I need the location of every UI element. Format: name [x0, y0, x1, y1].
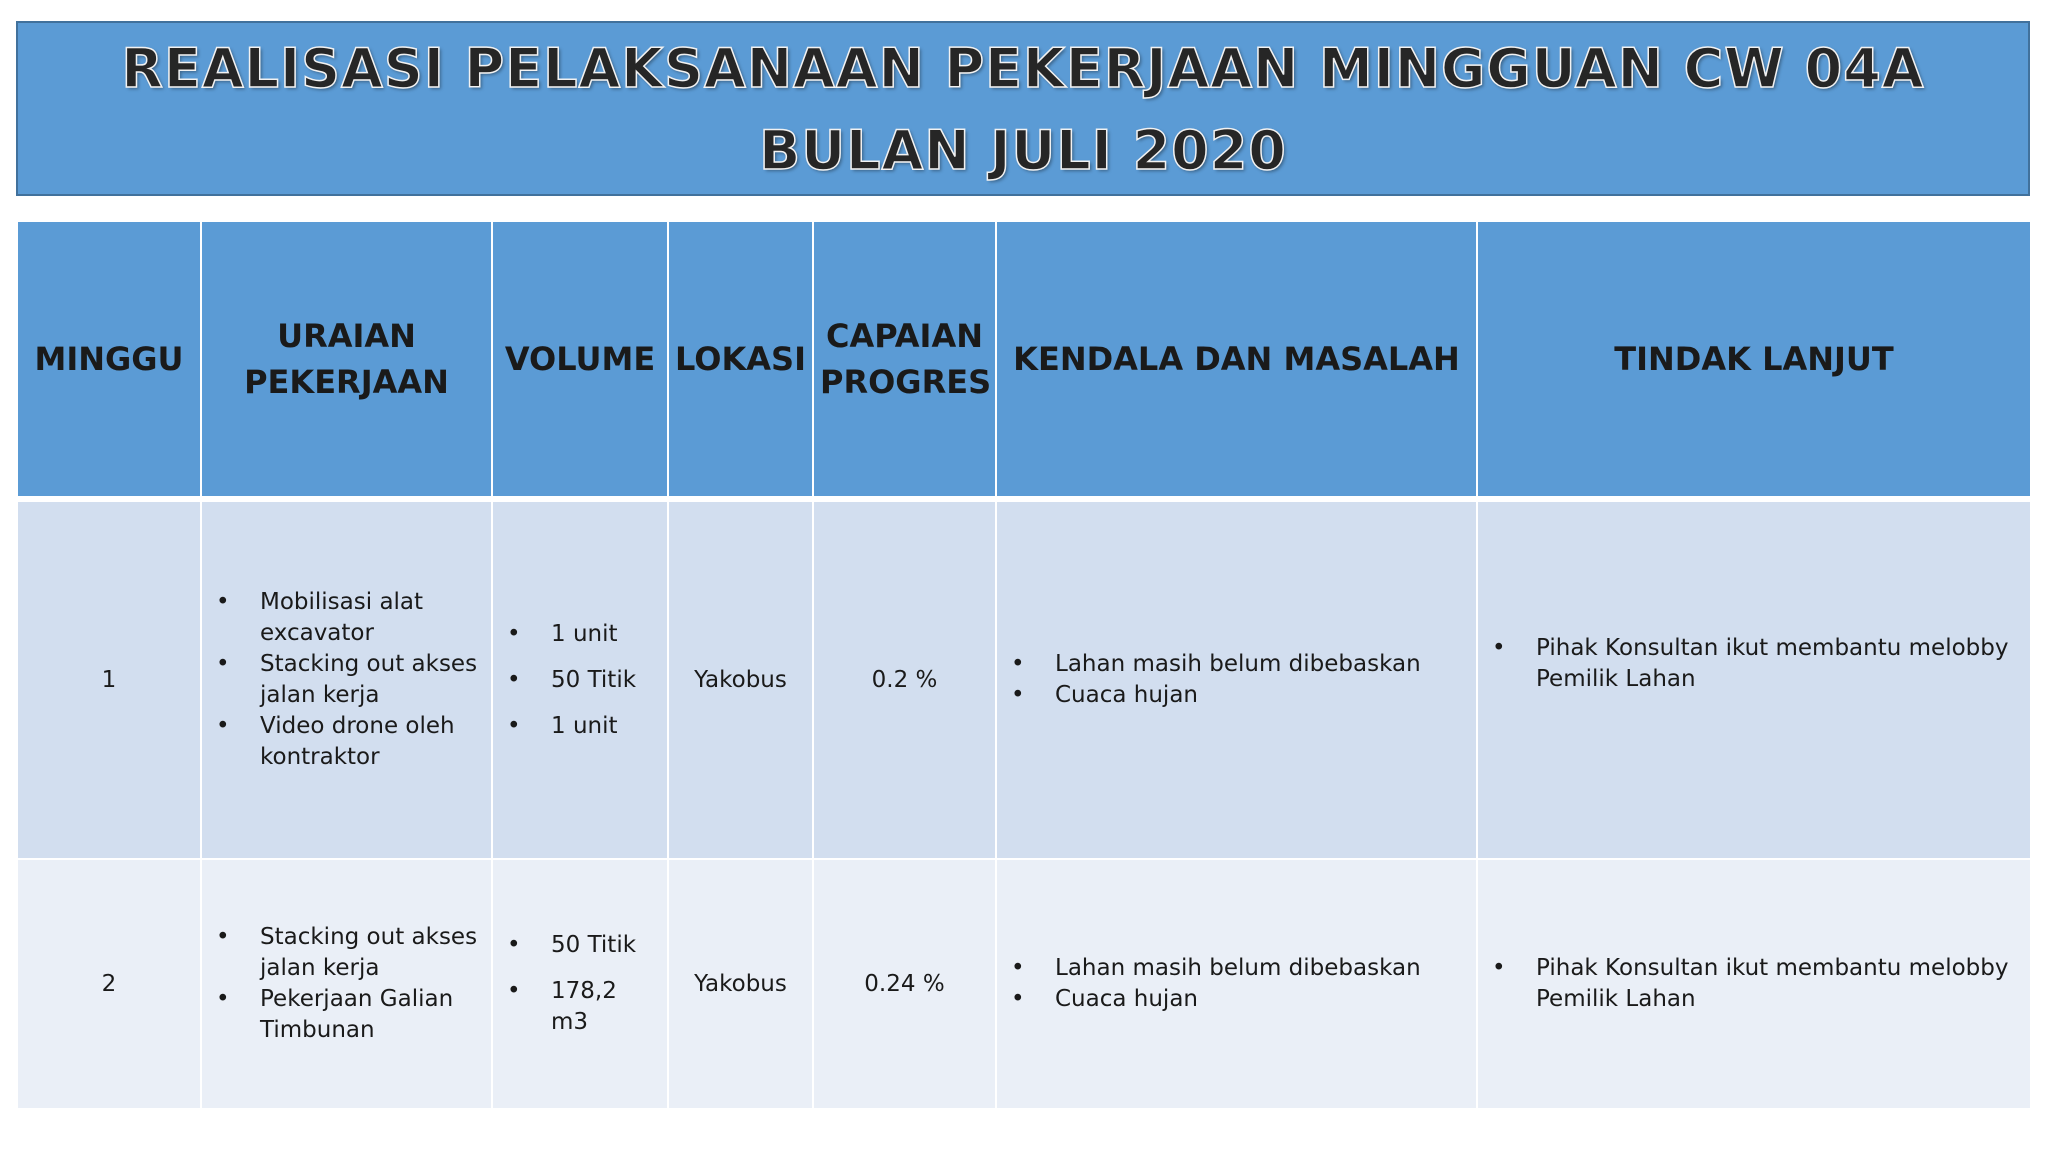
table-row — [17, 499, 2031, 859]
cell-volume — [492, 499, 668, 859]
cell-uraian — [201, 859, 492, 1109]
list-item: • 178,2 m3 — [503, 976, 657, 1038]
title-banner — [16, 21, 2030, 196]
uraian-list — [212, 587, 481, 773]
cell-lokasi: Yakobus — [668, 859, 813, 1109]
kendala-list — [1007, 953, 1466, 1015]
uraian-list — [212, 922, 481, 1046]
header-uraian-pekerjaan — [201, 221, 492, 499]
cell-minggu: 1 — [17, 499, 201, 859]
header-capaian-line1: CAPAIAN — [826, 317, 983, 355]
list-item: • Mobilisasi alat excavator — [212, 587, 481, 649]
cell-uraian — [201, 499, 492, 859]
list-item: • Stacking out akses jalan kerja — [212, 649, 481, 711]
list-item: • 1 unit — [503, 711, 657, 742]
cell-volume — [492, 859, 668, 1109]
cell-kendala — [996, 499, 1477, 859]
header-lokasi: LOKASI — [668, 221, 813, 499]
header-volume: VOLUME — [492, 221, 668, 499]
cell-tindak-lanjut — [1477, 499, 2031, 859]
header-capaian-line2: PROGRES — [820, 363, 992, 401]
slide-subtitle: BULAN JULI 2020 — [759, 118, 1287, 182]
header-tindak-lanjut: TINDAK LANJUT — [1477, 221, 2031, 499]
cell-lokasi: Yakobus — [668, 499, 813, 859]
cell-kendala — [996, 859, 1477, 1109]
list-item: • Cuaca hujan — [1007, 984, 1466, 1015]
table-header-row — [17, 221, 2031, 499]
list-item: • Pekerjaan Galian Timbunan — [212, 984, 481, 1046]
cell-tindak-lanjut — [1477, 859, 2031, 1109]
header-kendala-dan-masalah: KENDALA DAN MASALAH — [996, 221, 1477, 499]
list-item: • Stacking out akses jalan kerja — [212, 922, 481, 984]
header-capaian-progres — [813, 221, 996, 499]
kendala-list — [1007, 649, 1466, 711]
list-item: • Pihak Konsultan ikut membantu melobby Pemilik Lahan — [1488, 633, 2020, 695]
tindak-list — [1488, 633, 2020, 695]
list-item: • Lahan masih belum dibebaskan — [1007, 649, 1466, 680]
list-item: • Pihak Konsultan ikut membantu melobby Pemilik Lahan — [1488, 953, 2020, 1015]
list-item: • Cuaca hujan — [1007, 680, 1466, 711]
header-uraian-line2: PEKERJAAN — [244, 363, 449, 401]
volume-list — [503, 619, 657, 742]
volume-list — [503, 930, 657, 1038]
cell-minggu: 2 — [17, 859, 201, 1109]
tindak-list — [1488, 953, 2020, 1015]
cell-capaian-progres: 0.2 % — [813, 499, 996, 859]
cell-capaian-progres: 0.24 % — [813, 859, 996, 1109]
header-minggu: MINGGU — [17, 221, 201, 499]
weekly-report-table — [16, 220, 2032, 1110]
slide-title: REALISASI PELAKSANAAN PEKERJAAN MINGGUAN CW 04A — [121, 36, 1925, 100]
header-uraian-line1: URAIAN — [277, 317, 416, 355]
list-item: • Video drone oleh kontraktor — [212, 711, 481, 773]
list-item: • 50 Titik — [503, 930, 657, 961]
list-item: • 1 unit — [503, 619, 657, 650]
list-item: • Lahan masih belum dibebaskan — [1007, 953, 1466, 984]
table-row — [17, 859, 2031, 1109]
list-item: • 50 Titik — [503, 665, 657, 696]
